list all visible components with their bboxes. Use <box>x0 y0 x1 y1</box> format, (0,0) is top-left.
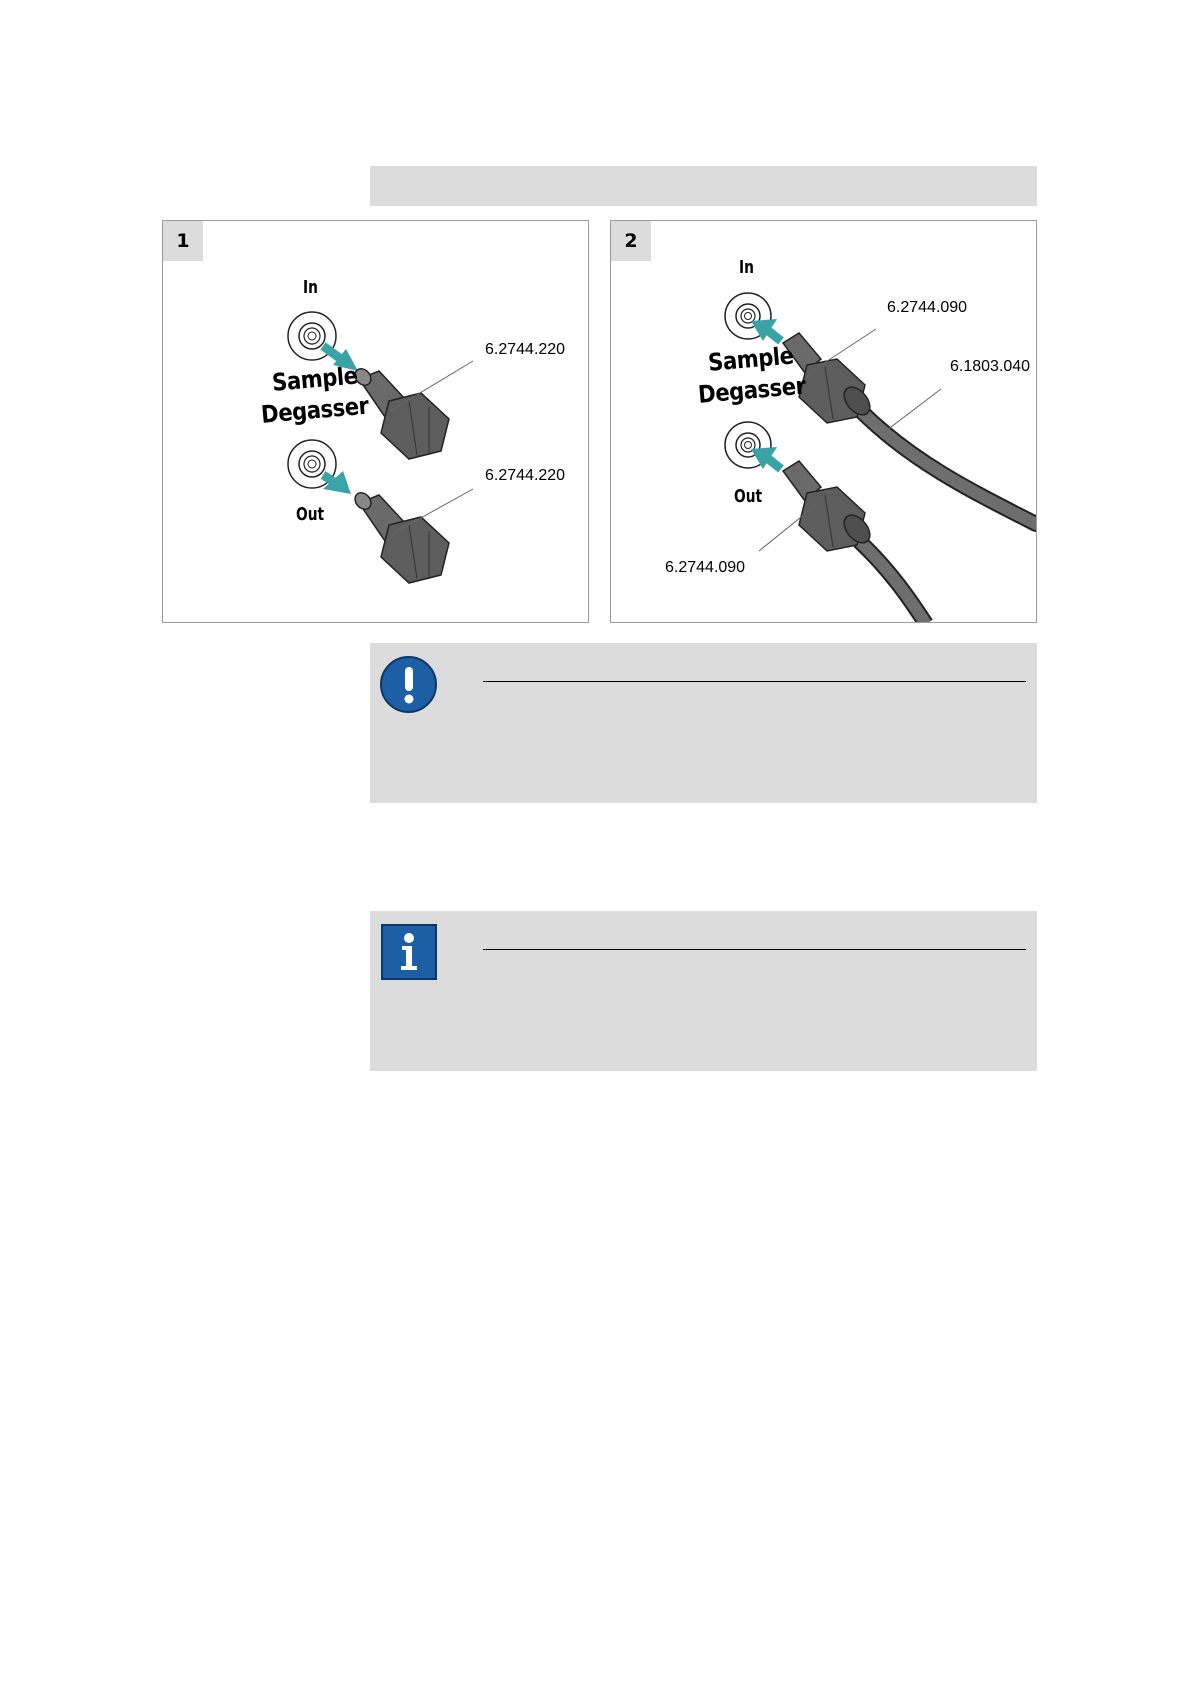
info-notice <box>370 911 1037 1071</box>
arrow-out-of-out-port-icon <box>323 471 351 494</box>
stopper-plug-bottom-icon <box>352 490 449 583</box>
figure-step-1 <box>162 220 589 623</box>
fitting-bottom-icon <box>783 461 875 551</box>
device-label-line1: Sample <box>271 361 359 397</box>
part-number-fitting-top: 6.2744.090 <box>887 299 968 316</box>
part-number-top: 6.2744.220 <box>485 341 566 358</box>
device-label-line2: Degasser <box>260 391 370 429</box>
exclamation-icon <box>380 656 437 713</box>
warning-notice <box>370 643 1037 803</box>
device-label-line1: Sample <box>707 341 795 377</box>
figure-1-illustration <box>163 221 589 623</box>
figure-step-2 <box>610 220 1037 623</box>
part-number-bottom: 6.2744.220 <box>485 467 566 484</box>
step-number-badge: 2 <box>611 221 651 261</box>
out-port-label: Out <box>296 504 325 525</box>
out-port-label: Out <box>734 486 763 507</box>
info-heading-rule <box>483 949 1026 950</box>
part-number-fitting-bottom: 6.2744.090 <box>665 559 746 576</box>
in-port-label: In <box>303 277 318 298</box>
step-number-badge: 1 <box>163 221 203 261</box>
info-icon <box>381 924 437 980</box>
section-header-bar <box>370 166 1037 206</box>
part-number-tubing: 6.1803.040 <box>950 358 1031 375</box>
leader-line-tube <box>883 389 941 433</box>
device-label-line2: Degasser <box>697 371 807 409</box>
warning-heading-rule <box>483 681 1026 682</box>
in-port-label: In <box>739 257 754 278</box>
